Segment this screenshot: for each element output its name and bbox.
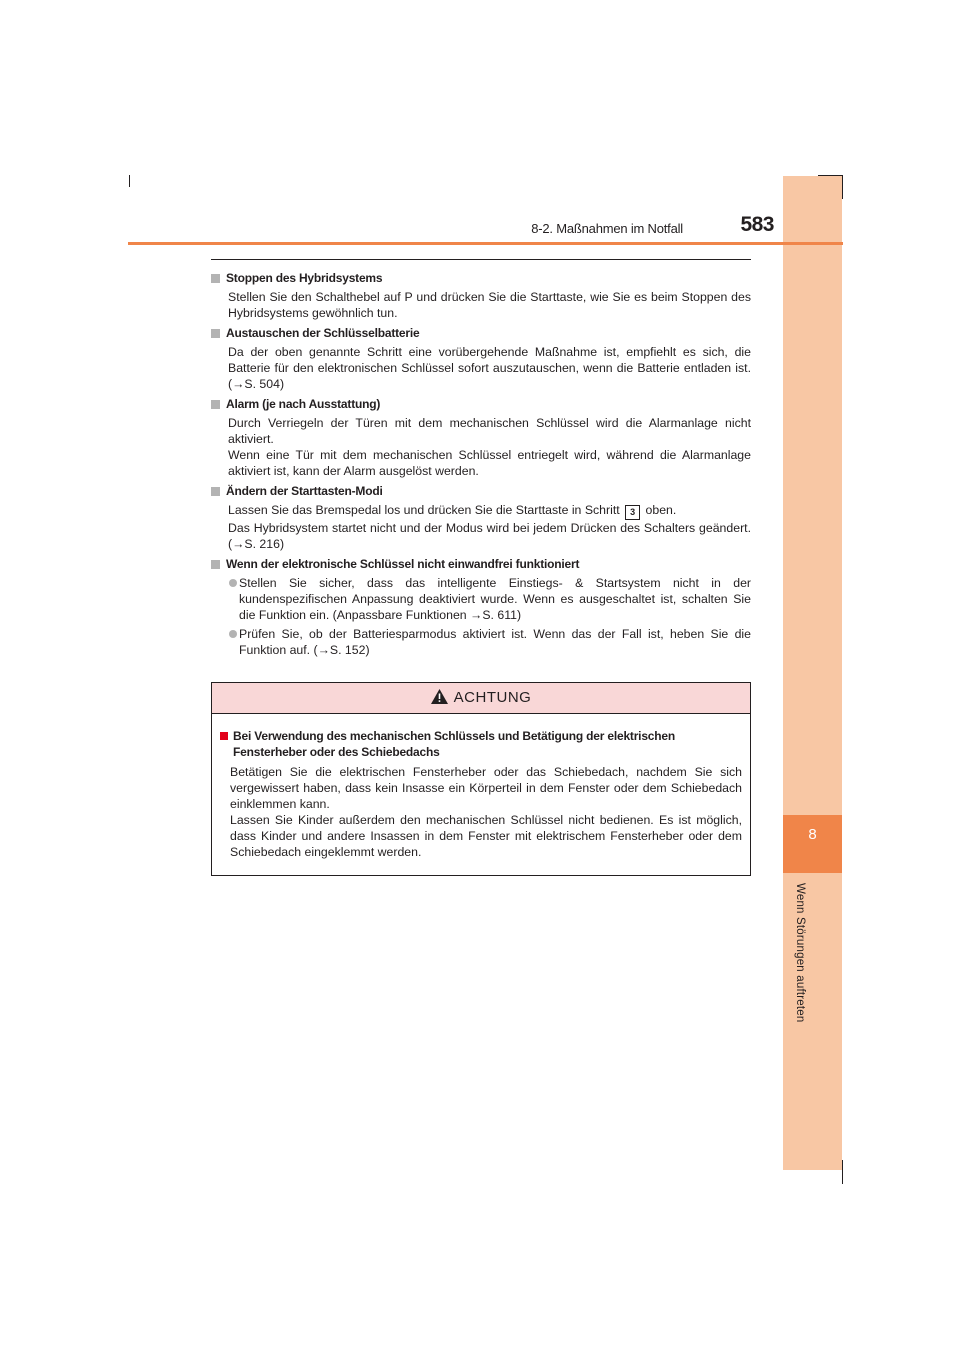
section-heading bbox=[211, 270, 751, 286]
warning-box bbox=[211, 682, 751, 876]
bullet-text: Prüfen Sie, ob der Batteriesparmodus aktiviert ist. Wenn das der Fall ist, heben Sie die Funktion auf. (→S. 152) bbox=[239, 627, 751, 657]
round-bullet-icon bbox=[229, 579, 237, 587]
body-text: Das Hybridsystem startet nicht und der Modus wird bei jedem Drücken des Schalters geändert. (→S. 216) bbox=[228, 521, 751, 551]
section-title: 8-2. Maßnahmen im Notfall bbox=[531, 221, 683, 236]
body-text: Wenn eine Tür mit dem mechanischen Schlüssel entriegelt wird, während die Alarmanlage aktiviert ist, kann der Alarm ausgelöst werden. bbox=[228, 448, 751, 478]
bullet-text: Stellen Sie sicher, dass das intelligente Einstiegs- & Startsystem nicht in der kundenspezifischen Anpassung deaktiviert wurde. Wenn es ausgeschaltet ist, schalten Sie die Funktion ein. (Anpassbare Funktionen →S. 611) bbox=[239, 576, 751, 622]
section-heading bbox=[211, 325, 751, 341]
list-item bbox=[211, 575, 751, 623]
section-key-battery bbox=[211, 325, 751, 392]
heading-text: Stoppen des Hybridsystems bbox=[226, 271, 383, 285]
header-rule bbox=[128, 242, 843, 245]
square-bullet-icon bbox=[211, 400, 220, 409]
heading-text: Alarm (je nach Ausstattung) bbox=[226, 397, 381, 411]
section-body bbox=[211, 415, 751, 479]
section-heading bbox=[211, 396, 751, 412]
warning-content bbox=[212, 714, 750, 860]
section-heading bbox=[211, 483, 751, 499]
section-alarm bbox=[211, 396, 751, 479]
section-body: Da der oben genannte Schritt eine vorübergehende Maßnahme ist, empfiehlt es sich, die Batterie für den elektronischen Schlüssel sofort auszutauschen, wenn die Batterie entladen ist. (→S. 504) bbox=[228, 345, 751, 391]
heading-text: Ändern der Starttasten-Modi bbox=[226, 484, 383, 498]
square-bullet-icon bbox=[211, 274, 220, 283]
chapter-title: Wenn Störungen auftreten bbox=[794, 883, 806, 1023]
warning-title: ACHTUNG bbox=[453, 689, 532, 706]
section-body bbox=[211, 502, 751, 552]
square-bullet-icon bbox=[211, 487, 220, 496]
body-text: oben. bbox=[645, 503, 677, 517]
square-bullet-icon bbox=[211, 329, 220, 338]
page-number: 583 bbox=[740, 213, 774, 236]
body-text: Durch Verriegeln der Türen mit dem mechanischen Schlüssel wird die Alarmanlage nicht aktiviert. bbox=[228, 416, 751, 446]
heading-text: Bei Verwendung des mechanischen Schlüssels und Betätigung der elektrischen Fensterheber oder des Schiebedachs bbox=[233, 729, 675, 759]
content-top-rule bbox=[211, 259, 751, 260]
body-text: Lassen Sie Kinder außerdem den mechanischen Schlüssel nicht bedienen. Es ist möglich, dass Kinder und andere Insassen in dem Fenster mit elektrischem Fensterheber oder dem Schiebedach eingeklemmt werden. bbox=[230, 813, 742, 859]
warning-heading bbox=[220, 728, 742, 760]
crop-mark bbox=[842, 175, 843, 199]
warning-triangle-icon bbox=[431, 685, 448, 715]
section-heading bbox=[211, 556, 751, 572]
heading-text: Wenn der elektronische Schlüssel nicht einwandfrei funktioniert bbox=[226, 557, 580, 571]
section-body: Stellen Sie den Schalthebel auf P und drücken Sie die Starttaste, wie Sie es beim Stoppen des Hybridsystems gewöhnlich tun. bbox=[228, 290, 751, 320]
main-content bbox=[211, 270, 751, 662]
body-text: Betätigen Sie die elektrischen Fensterheber oder das Schiebedach, nachdem Sie sich vergewissert haben, dass kein Insasse ein Körperteil in dem Fenster oder dem Schiebedach einklemmen kann. bbox=[230, 765, 742, 811]
crop-mark bbox=[842, 1160, 843, 1184]
step-number-badge: 3 bbox=[625, 505, 640, 520]
round-bullet-icon bbox=[229, 630, 237, 638]
warning-body bbox=[220, 764, 742, 860]
chapter-number: 8 bbox=[808, 826, 817, 843]
warning-header bbox=[212, 683, 750, 714]
body-text: Lassen Sie das Bremspedal los und drücken Sie die Starttaste in Schritt bbox=[228, 503, 620, 517]
square-bullet-icon bbox=[220, 732, 228, 740]
chapter-tab-active bbox=[783, 815, 842, 873]
heading-text: Austauschen der Schlüsselbatterie bbox=[226, 326, 420, 340]
square-bullet-icon bbox=[211, 560, 220, 569]
section-start-modes bbox=[211, 483, 751, 552]
section-key-malfunction bbox=[211, 556, 751, 658]
crop-mark bbox=[129, 175, 130, 187]
list-item bbox=[211, 626, 751, 658]
section-stop-hybrid bbox=[211, 270, 751, 321]
